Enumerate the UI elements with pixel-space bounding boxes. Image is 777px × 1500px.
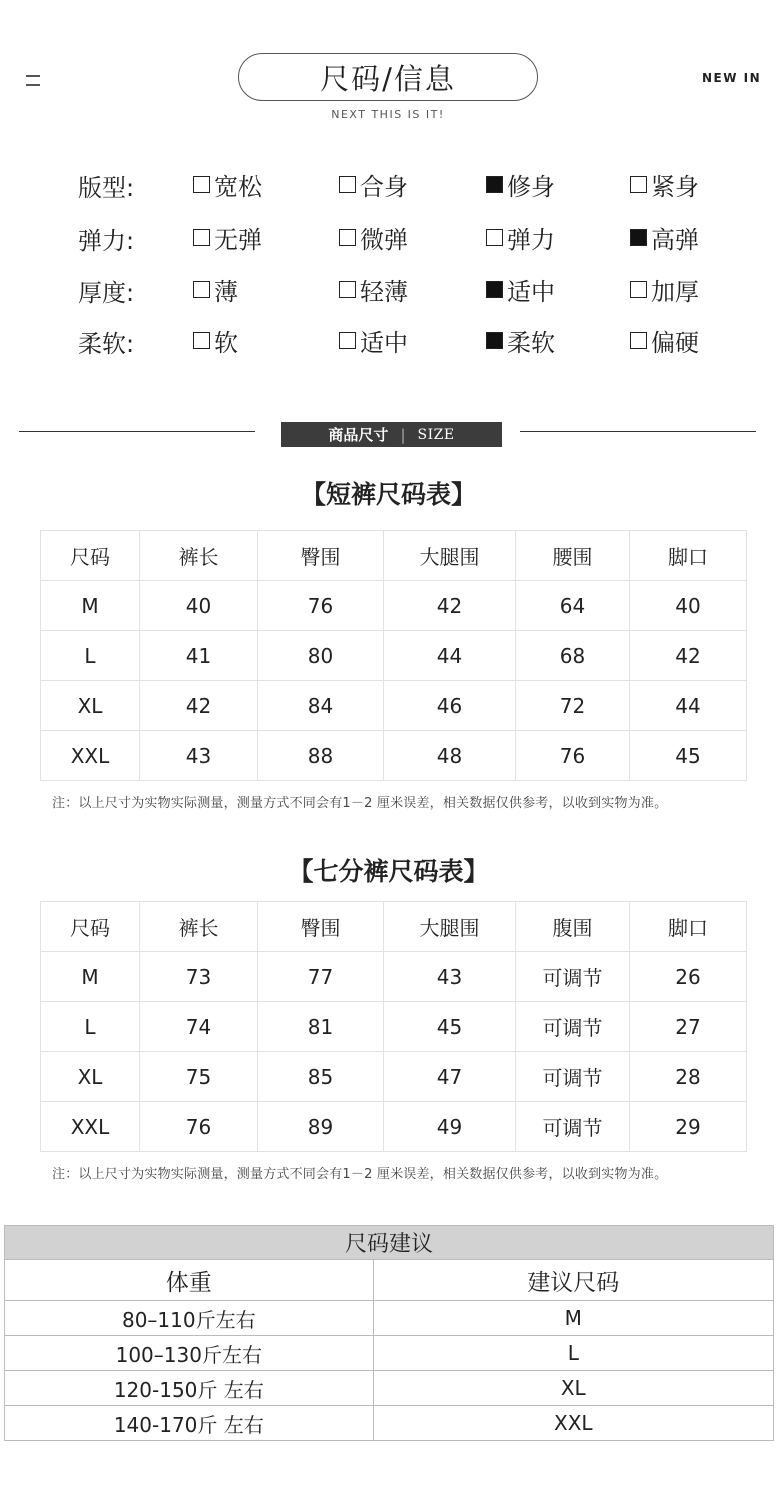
- recommendation-header-row: [5, 1260, 774, 1301]
- size-recommendation-table: [4, 1225, 774, 1441]
- table-cell: 27: [630, 1002, 747, 1052]
- table-row: [5, 1336, 774, 1371]
- attribute-option-label: 软: [214, 328, 238, 357]
- table-cell: M: [41, 952, 140, 1002]
- attribute-option: [339, 324, 408, 356]
- table-cell: 41: [140, 631, 258, 681]
- table-cell: 72: [516, 681, 630, 731]
- table-cell: 42: [140, 681, 258, 731]
- table-cell: 80: [258, 631, 384, 681]
- unchecked-box-icon: [193, 281, 210, 298]
- attribute-option-label: 适中: [507, 277, 555, 306]
- table-cell: XL: [41, 1052, 140, 1102]
- unchecked-box-icon: [193, 176, 210, 193]
- attribute-option-label: 无弹: [214, 225, 262, 254]
- table-row: [41, 681, 747, 731]
- table-cell: 47: [384, 1052, 516, 1102]
- table-cell: M: [373, 1301, 773, 1336]
- table-cell: 45: [384, 1002, 516, 1052]
- attribute-option-label: 柔软: [507, 328, 555, 357]
- attribute-option-label: 宽松: [214, 172, 262, 201]
- table-header-cell: 裤长: [140, 902, 258, 952]
- attribute-option-label: 薄: [214, 277, 238, 306]
- attribute-label: 厚度:: [78, 279, 135, 307]
- table-row: [5, 1301, 774, 1336]
- unchecked-box-icon: [339, 281, 356, 298]
- recommendation-title-row: [5, 1226, 774, 1260]
- table-cell: 75: [140, 1052, 258, 1102]
- table-cell: 120-150斤 左右: [5, 1371, 374, 1406]
- attribute-row: [0, 324, 777, 364]
- unchecked-box-icon: [630, 281, 647, 298]
- capri-note: 注：以上尺寸为实物实际测量，测量方式不同会有1－2 厘米误差，相关数据仅供参考，以收到实物为准。: [52, 1167, 668, 1182]
- attribute-option: [193, 221, 262, 253]
- table-cell: 88: [258, 731, 384, 781]
- attribute-option: [193, 324, 238, 356]
- page-title: 尺码/信息: [238, 53, 538, 101]
- table-cell: 81: [258, 1002, 384, 1052]
- unchecked-box-icon: [193, 332, 210, 349]
- table-header-cell: 脚口: [630, 531, 747, 581]
- table-cell: L: [41, 1002, 140, 1052]
- table-cell: 73: [140, 952, 258, 1002]
- table-header-cell: 尺码: [41, 902, 140, 952]
- size-banner-en: SIZE: [417, 426, 455, 443]
- table-cell: 76: [258, 581, 384, 631]
- table-row: [41, 581, 747, 631]
- table-cell: 100–130斤左右: [5, 1336, 374, 1371]
- attribute-option-label: 高弹: [651, 225, 699, 254]
- table-cell: 28: [630, 1052, 747, 1102]
- table-cell: 42: [630, 631, 747, 681]
- attribute-option-label: 微弹: [360, 225, 408, 254]
- attribute-option: [339, 168, 408, 200]
- table-cell: 64: [516, 581, 630, 631]
- attribute-row: [0, 221, 777, 261]
- attribute-option-label: 修身: [507, 172, 555, 201]
- shorts-table-title: 【短裤尺码表】: [300, 480, 476, 509]
- unchecked-box-icon: [339, 229, 356, 246]
- table-header-cell: 建议尺码: [373, 1260, 773, 1301]
- unchecked-box-icon: [486, 229, 503, 246]
- attribute-option: [486, 273, 555, 305]
- page-subtitle: NEXT THIS IS IT!: [331, 108, 445, 121]
- table-row: [41, 1102, 747, 1152]
- table-header-cell: 尺码: [41, 531, 140, 581]
- unchecked-box-icon: [630, 332, 647, 349]
- table-cell: XXL: [41, 731, 140, 781]
- attribute-row: [0, 273, 777, 313]
- table-cell: 43: [384, 952, 516, 1002]
- table-cell: 49: [384, 1102, 516, 1152]
- new-in-link[interactable]: NEW IN: [702, 71, 762, 85]
- recommendation-title: 尺码建议: [5, 1226, 774, 1260]
- unchecked-box-icon: [339, 176, 356, 193]
- table-cell: 可调节: [516, 1002, 630, 1052]
- table-cell: 可调节: [516, 1052, 630, 1102]
- attribute-option-label: 偏硬: [651, 328, 699, 357]
- size-banner-cn: 商品尺寸: [328, 426, 389, 444]
- attribute-option: [339, 221, 408, 253]
- table-header-cell: 大腿围: [384, 531, 516, 581]
- attribute-option-label: 适中: [360, 328, 408, 357]
- table-header-cell: 脚口: [630, 902, 747, 952]
- attribute-option: [630, 221, 699, 253]
- table-cell: XXL: [41, 1102, 140, 1152]
- table-header-cell: 腹围: [516, 902, 630, 952]
- table-cell: 44: [630, 681, 747, 731]
- table-cell: 44: [384, 631, 516, 681]
- attribute-option-label: 紧身: [651, 172, 699, 201]
- checked-box-icon: [486, 176, 503, 193]
- table-cell: 77: [258, 952, 384, 1002]
- checked-box-icon: [486, 332, 503, 349]
- unchecked-box-icon: [630, 176, 647, 193]
- table-cell: 43: [140, 731, 258, 781]
- size-banner: [281, 422, 502, 447]
- table-cell: 42: [384, 581, 516, 631]
- attribute-option-label: 弹力: [507, 225, 555, 254]
- table-header-cell: 裤长: [140, 531, 258, 581]
- checked-box-icon: [486, 281, 503, 298]
- attribute-option: [193, 273, 238, 305]
- table-cell: 85: [258, 1052, 384, 1102]
- attribute-label: 弹力:: [78, 227, 135, 255]
- table-cell: 45: [630, 731, 747, 781]
- attribute-option: [339, 273, 408, 305]
- attribute-option: [630, 273, 699, 305]
- shorts-size-table: [40, 530, 747, 781]
- table-cell: 可调节: [516, 952, 630, 1002]
- table-cell: XL: [373, 1371, 773, 1406]
- checked-box-icon: [630, 229, 647, 246]
- table-header-cell: 臀围: [258, 902, 384, 952]
- table-cell: 80–110斤左右: [5, 1301, 374, 1336]
- table-row: [41, 952, 747, 1002]
- table-header-cell: 体重: [5, 1260, 374, 1301]
- table-cell: 89: [258, 1102, 384, 1152]
- table-cell: 140-170斤 左右: [5, 1406, 374, 1441]
- table-cell: 76: [140, 1102, 258, 1152]
- attribute-option: [193, 168, 262, 200]
- table-cell: 40: [630, 581, 747, 631]
- table-cell: L: [373, 1336, 773, 1371]
- attribute-option: [630, 324, 699, 356]
- table-row: [5, 1371, 774, 1406]
- attribute-label: 版型:: [78, 174, 135, 202]
- table-cell: M: [41, 581, 140, 631]
- unchecked-box-icon: [339, 332, 356, 349]
- size-banner-sep: |: [400, 425, 406, 444]
- table-header-cell: 腰围: [516, 531, 630, 581]
- table-row: [41, 631, 747, 681]
- table-cell: 74: [140, 1002, 258, 1052]
- table-cell: 46: [384, 681, 516, 731]
- attribute-row: [0, 168, 777, 208]
- table-row: [41, 1002, 747, 1052]
- table-cell: 48: [384, 731, 516, 781]
- table-cell: 29: [630, 1102, 747, 1152]
- attribute-option: [486, 168, 555, 200]
- attribute-option-label: 合身: [360, 172, 408, 201]
- capri-table-title: 【七分裤尺码表】: [288, 857, 489, 886]
- attribute-label: 柔软:: [78, 330, 135, 358]
- attribute-option: [630, 168, 699, 200]
- table-header-cell: 臀围: [258, 531, 384, 581]
- table-cell: 76: [516, 731, 630, 781]
- table-cell: 26: [630, 952, 747, 1002]
- table-row: [5, 1406, 774, 1441]
- table-cell: 84: [258, 681, 384, 731]
- attribute-option-label: 轻薄: [360, 277, 408, 306]
- attribute-option: [486, 221, 555, 253]
- unchecked-box-icon: [193, 229, 210, 246]
- table-cell: 40: [140, 581, 258, 631]
- menu-icon[interactable]: [26, 73, 42, 87]
- table-header-row: [41, 902, 747, 952]
- table-header-cell: 大腿围: [384, 902, 516, 952]
- divider-right: [520, 431, 756, 432]
- table-cell: 68: [516, 631, 630, 681]
- attribute-option-label: 加厚: [651, 277, 699, 306]
- shorts-note: 注：以上尺寸为实物实际测量，测量方式不同会有1－2 厘米误差，相关数据仅供参考，以收到实物为准。: [52, 796, 668, 811]
- divider-left: [19, 431, 255, 432]
- table-header-row: [41, 531, 747, 581]
- table-row: [41, 731, 747, 781]
- capri-size-table: [40, 901, 747, 1152]
- table-cell: L: [41, 631, 140, 681]
- attribute-option: [486, 324, 555, 356]
- table-cell: XXL: [373, 1406, 773, 1441]
- table-cell: XL: [41, 681, 140, 731]
- table-row: [41, 1052, 747, 1102]
- table-cell: 可调节: [516, 1102, 630, 1152]
